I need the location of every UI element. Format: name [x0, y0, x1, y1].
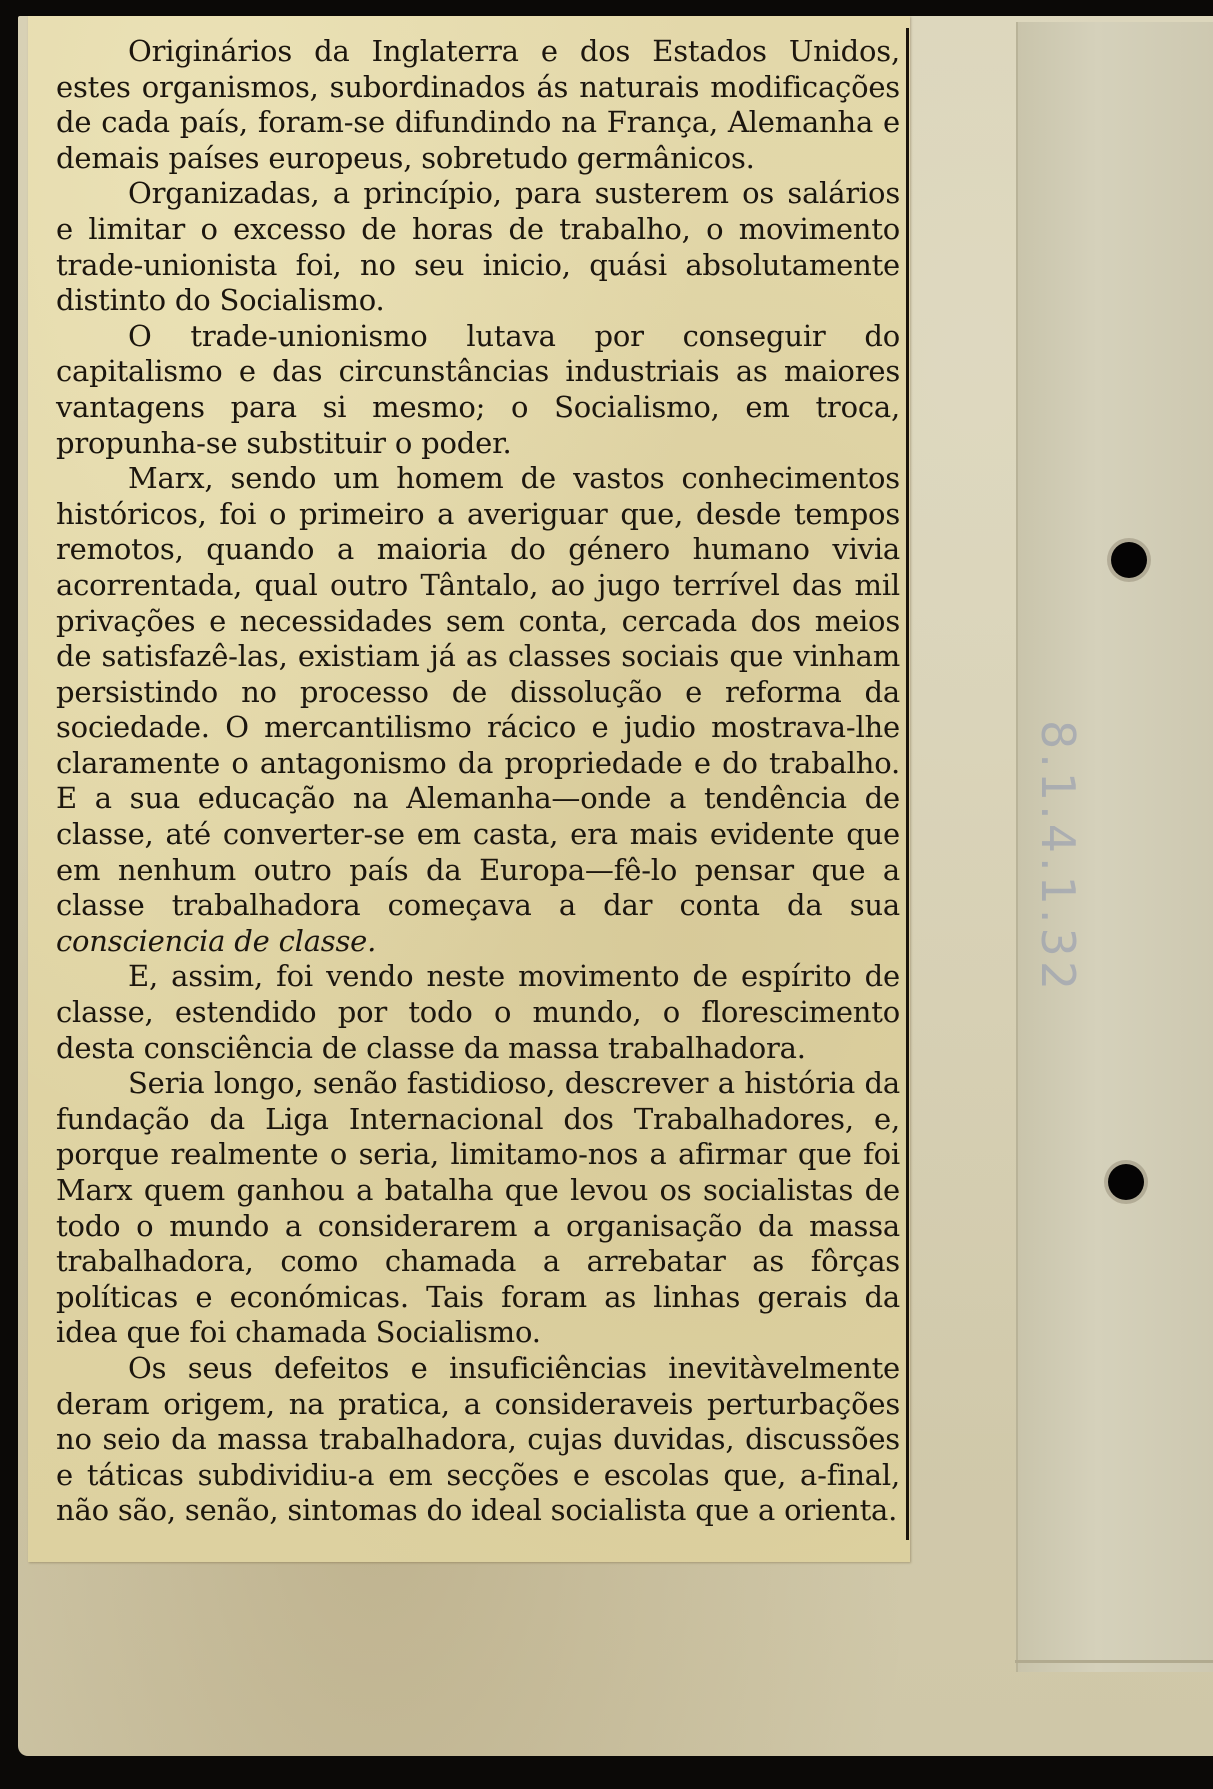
paragraph-5: E, assim, foi vendo neste movimento de espírito de classe, estendido por todo o mundo, o florescimento desta consciência de classe da massa trabalhadora.: [56, 959, 900, 1065]
fold-crease: [1015, 1660, 1213, 1663]
paragraph-4-text: Marx, sendo um homem de vastos conhecimentos históricos, foi o primeiro a averiguar que, desde tempos remotos, quando a maioria do género humano vivia acorrentada, qual outro Tântalo, ao jugo terrível das mil privações e necessidades sem conta, cercada dos meios de satisfazê-las, existiam já as classes sociais que vinham persistindo no processo de dissolução e reforma da sociedade. O mercantilismo rácico e judio mostrava-lhe claramente o antagonismo da propriedade e do trabalho. E a sua educação na Alemanha—onde a tendência de classe, até converter-se em casta, era mais evidente que em nenhum outro país da Europa—fê-lo pensar que a classe trabalhadora começava a dar conta da sua: [56, 461, 900, 923]
column-rule: [906, 28, 909, 1540]
punch-hole-bottom: [1108, 1164, 1144, 1200]
paragraph-3: O trade-unionismo lutava por conseguir do capitalismo e das circunstâncias industriais as maiores vantagens para si mesmo; o Socialismo, em troca, propunha-se substituir o poder.: [56, 318, 900, 460]
paragraph-7: Os seus defeitos e insuficiências inevitàvelmente deram origem, na pratica, a consideraveis perturbações no seio da massa trabalhadora, cujas duvidas, discussões e táticas subdividiu-a em secções e escolas que, a-final, não são, senão, sintomas do ideal socialista que a orienta.: [56, 1350, 900, 1528]
paragraph-4-italic: consciencia de classe.: [56, 923, 377, 958]
article-text: [56, 34, 900, 1529]
paragraph-6: Seria longo, senão fastidioso, descrever a história da fundação da Liga Internacional dos Trabalhadores, e, porque realmente o seria, limitamo-nos a afirmar que foi Marx quem ganhou a batalha que levou os socialistas de todo o mundo a considerarem a organisação da massa trabalhadora, como chamada a arrebatar as fôrças políticas e económicas. Tais foram as linhas gerais da idea que foi chamada Socialismo.: [56, 1066, 900, 1350]
punch-hole-top: [1111, 542, 1147, 578]
paragraph-4: [56, 461, 900, 959]
paragraph-2: Organizadas, a princípio, para susterem os salários e limitar o excesso de horas de trabalho, o movimento trade-unionista foi, no seu inicio, quási absolutamente distinto do Socialismo.: [56, 176, 900, 318]
pencil-annotation: 8.1.4.1.32: [1031, 720, 1085, 995]
paragraph-1: Originários da Inglaterra e dos Estados Unidos, estes organismos, subordinados ás naturais modificações de cada país, foram-se difundindo na França, Alemanha e demais países europeus, sobretudo germânicos.: [56, 34, 900, 175]
